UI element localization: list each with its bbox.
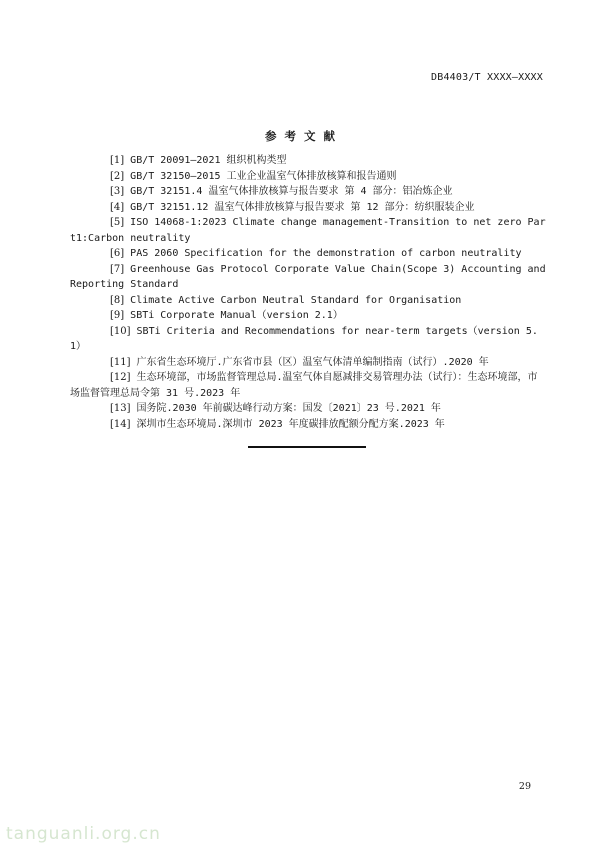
reference-item — [70, 417, 546, 433]
reference-item — [70, 401, 546, 417]
reference-item — [70, 370, 546, 401]
page-number: 29 — [518, 781, 531, 792]
reference-text: Climate Active Carbon Neutral Standard for Organisation — [130, 294, 462, 306]
reference-number: [11] — [110, 356, 131, 368]
reference-text: GB/T 32150—2015 工业企业温室气体排放核算和报告通则 — [130, 170, 397, 182]
reference-text: ISO 14068-1:2023 Climate change management-Transition to net zero Part1:Carbon neutrality — [70, 217, 546, 244]
reference-list — [70, 153, 546, 432]
reference-text: SBTi Corporate Manual（version 2.1） — [130, 310, 343, 321]
reference-text: 生态环境部，市场监督管理总局.温室气体自愿减排交易管理办法（试行）：生态环境部，市场监督管理总局令第 31 号.2023 年 — [70, 372, 538, 399]
reference-item — [70, 355, 546, 371]
reference-number: [14] — [110, 418, 131, 430]
reference-number: [7] — [110, 263, 125, 275]
reference-text: 国务院.2030 年前碳达峰行动方案：国发〔2021〕23 号.2021 年 — [136, 403, 441, 414]
reference-item — [70, 308, 546, 324]
document-code: DB4403/T XXXX—XXXX — [431, 72, 543, 83]
reference-number: [8] — [110, 294, 125, 306]
reference-item — [70, 200, 546, 216]
reference-item — [70, 324, 546, 355]
reference-item — [70, 184, 546, 200]
reference-item — [70, 293, 546, 309]
reference-text: GB/T 20091—2021 组织机构类型 — [130, 155, 287, 166]
reference-text: GB/T 32151.12 温室气体排放核算与报告要求 第 12 部分：纺织服装企业 — [130, 201, 475, 213]
reference-number: [5] — [110, 217, 125, 228]
reference-number: [9] — [110, 310, 125, 321]
reference-item — [70, 169, 546, 185]
reference-number: [13] — [110, 403, 131, 414]
reference-text: Greenhouse Gas Protocol Corporate Value Chain(Scope 3) Accounting and Reporting Standard — [70, 263, 546, 290]
reference-number: [2] — [110, 170, 125, 182]
reference-number: [10] — [110, 325, 131, 337]
reference-number: [1] — [110, 155, 125, 166]
reference-text: 深圳市生态环境局.深圳市 2023 年度碳排放配额分配方案.2023 年 — [136, 418, 445, 430]
reference-text: SBTi Criteria and Recommendations for near-term targets（version 5.1） — [70, 325, 538, 352]
reference-item — [70, 262, 546, 293]
reference-text: 广东省生态环境厅.广东省市县（区）温室气体清单编制指南（试行）.2020 年 — [136, 356, 489, 368]
reference-item — [70, 153, 546, 169]
reference-number: [4] — [110, 201, 125, 213]
watermark: tanguanli.org.cn — [6, 824, 161, 844]
reference-number: [6] — [110, 248, 125, 259]
reference-number: [3] — [110, 186, 125, 197]
end-divider — [248, 446, 366, 448]
reference-text: PAS 2060 Specification for the demonstration of carbon neutrality — [130, 248, 522, 259]
reference-item — [70, 246, 546, 262]
reference-text: GB/T 32151.4 温室气体排放核算与报告要求 第 4 部分：铝冶炼企业 — [130, 186, 453, 197]
reference-number: [12] — [110, 372, 131, 383]
section-title: 参考文献 — [265, 129, 343, 143]
reference-item — [70, 215, 546, 246]
